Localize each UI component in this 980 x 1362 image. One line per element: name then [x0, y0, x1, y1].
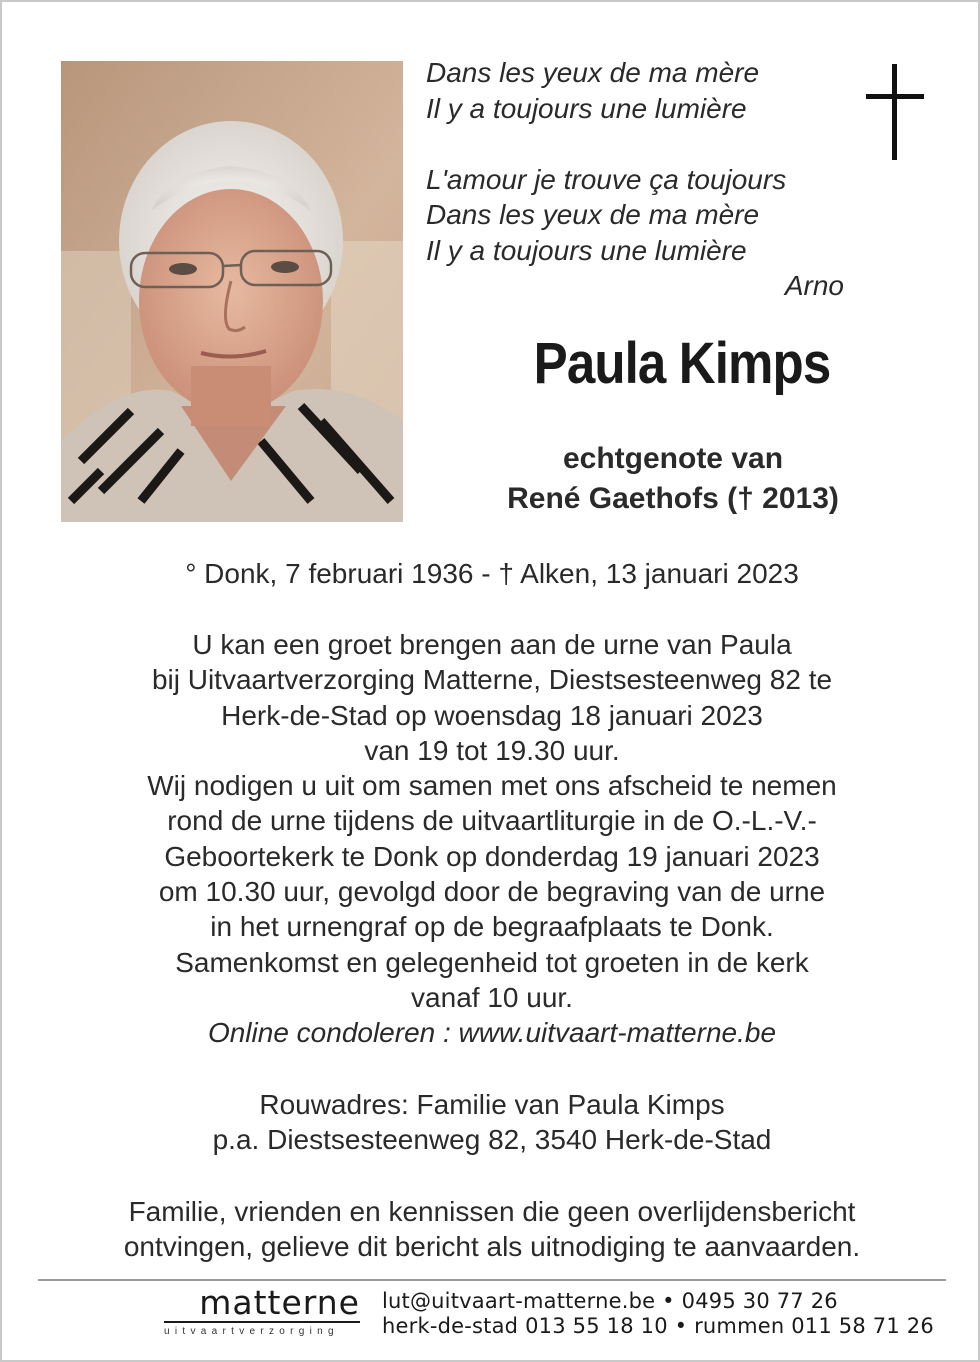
body-line: Samenkomst en gelegenheid tot groeten in de kerk	[175, 946, 809, 978]
body-line: Herk-de-Stad op woensdag 18 januari 2023	[221, 699, 763, 731]
address-line-1: Rouwadres: Familie van Paula Kimps	[259, 1089, 725, 1120]
spouse-line-2: René Gaethofs († 2013)	[507, 482, 839, 515]
poem-author: Arno	[784, 270, 844, 301]
poem-line: L'amour je trouve ça toujours	[426, 163, 787, 195]
closing-note	[42, 1194, 942, 1265]
closing-line-2: ontvingen, gelieve dit bericht als uitnodiging te aanvaarden.	[123, 1231, 861, 1263]
footer-divider	[38, 1279, 946, 1281]
portrait-photo	[61, 61, 403, 522]
logo-subtitle: uitvaartverzorging	[164, 1326, 339, 1337]
birth-death-dates	[42, 556, 942, 591]
spouse-line-1: echtgenote van	[562, 442, 784, 475]
body-line: in het urnengraf op de begraafplaats te Donk.	[210, 911, 774, 943]
online-condolence-link[interactable]: Online condoleren : www.uitvaart-matterne.be	[207, 1017, 777, 1049]
dates-line: ° Donk, 7 februari 1936 - † Alken, 13 januari 2023	[185, 558, 799, 589]
address-line-2: p.a. Diestsesteenweg 82, 3540 Herk-de-Stad	[212, 1124, 772, 1156]
contact-line-1[interactable]: lut@uitvaart-matterne.be • 0495 30 77 26	[382, 1289, 838, 1313]
body-line: om 10.30 uur, gevolgd door de begraving van de urne	[158, 876, 826, 908]
poem-line: Dans les yeux de ma mère	[426, 57, 760, 88]
spouse-info	[422, 439, 924, 519]
poem-line: Dans les yeux de ma mère	[426, 199, 760, 230]
contact-info	[382, 1289, 934, 1339]
body-line: rond de urne tijdens de uitvaartliturgie in de O.-L.-V.-	[167, 805, 817, 837]
contact-line-2: herk-de-stad 013 55 18 10 • rummen 011 58 71 26	[382, 1314, 934, 1338]
latin-cross-icon	[866, 64, 924, 160]
poem-line: Il y a toujours une lumière	[426, 234, 747, 266]
body-line: U kan een groet brengen aan de urne van Paula	[192, 629, 792, 660]
ceremony-details	[42, 627, 942, 1051]
body-line: vanaf 10 uur.	[411, 981, 573, 1013]
body-line: Geboortekerk te Donk op donderdag 19 januari 2023	[164, 840, 820, 872]
closing-line-1: Familie, vrienden en kennissen die geen overlijdensbericht	[128, 1196, 856, 1227]
deceased-name: Paula Kimps	[533, 331, 831, 396]
body-line: van 19 tot 19.30 uur.	[364, 734, 620, 766]
logo-wordmark: matterne	[199, 1283, 360, 1322]
body-line: Wij nodigen u uit om samen met ons afscheid te nemen	[147, 770, 837, 802]
matterne-logo	[164, 1283, 360, 1337]
mourning-address	[42, 1087, 942, 1158]
poem-line: Il y a toujours une lumière	[426, 92, 747, 124]
body-line: bij Uitvaartverzorging Matterne, Diestsesteenweg 82 te	[151, 664, 833, 696]
poem	[426, 55, 866, 304]
